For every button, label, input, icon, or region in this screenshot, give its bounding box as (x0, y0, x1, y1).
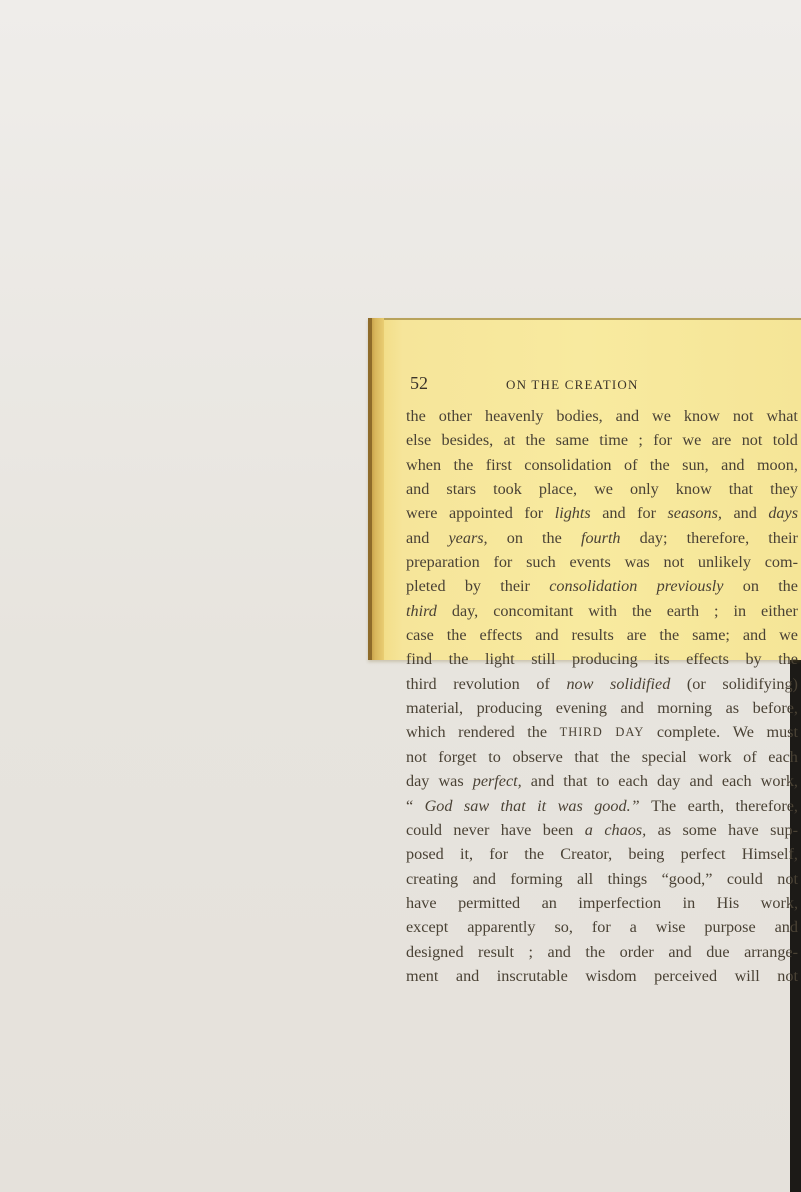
text-line (406, 745, 798, 769)
word: we (594, 480, 613, 499)
word: His (716, 893, 740, 912)
word: we (779, 626, 798, 645)
word: for (524, 504, 544, 523)
word: good.” (594, 796, 640, 815)
word: their (768, 528, 798, 547)
word: ; (638, 431, 643, 450)
word: pleted (406, 577, 446, 596)
word: designed (406, 942, 464, 961)
word: day, (451, 601, 479, 620)
word: and (721, 455, 745, 474)
text-line (406, 769, 798, 793)
word: never (453, 820, 490, 839)
word: consolidation (549, 577, 638, 596)
text-line (406, 453, 798, 477)
word: of (743, 747, 757, 766)
word: for (489, 845, 509, 864)
word: time (599, 431, 629, 450)
text-line (406, 647, 798, 671)
word: day; (639, 528, 668, 547)
word: besides, (441, 431, 494, 450)
word: Himself, (741, 845, 798, 864)
word: com- (764, 553, 798, 572)
page-top-edge (368, 318, 801, 320)
word: on (742, 577, 759, 596)
word: will (734, 966, 760, 985)
word: a (584, 820, 593, 839)
word: each (618, 772, 648, 791)
word: therefore, (735, 796, 798, 815)
word: the (527, 723, 548, 742)
word: DAY (615, 725, 645, 740)
word: in (682, 893, 696, 912)
word: creating (406, 869, 459, 888)
text-line (406, 867, 798, 891)
word: not (777, 869, 798, 888)
word: and (774, 918, 798, 937)
word: material, (406, 699, 464, 718)
word: now (566, 674, 594, 693)
word: imperfection (578, 893, 662, 912)
text-line (406, 720, 798, 744)
word: the (649, 455, 670, 474)
word: all (576, 869, 594, 888)
word: the (778, 650, 798, 669)
word: of (536, 674, 550, 693)
word: and (602, 504, 626, 523)
word: Creator, (560, 845, 613, 864)
word: permitted (458, 893, 521, 912)
word: heavenly (484, 407, 544, 425)
word: the (446, 626, 467, 645)
word: told (772, 431, 798, 450)
word: and (615, 407, 640, 425)
word: day (406, 772, 430, 791)
word: inscrutable (496, 966, 568, 985)
word: that (500, 796, 526, 815)
word: not (741, 431, 763, 450)
word: forget (438, 747, 477, 766)
word: they (770, 480, 798, 499)
text-line (406, 964, 798, 988)
word: preparation (406, 553, 480, 572)
word: was (624, 553, 650, 572)
word: the (585, 942, 606, 961)
word: and (689, 772, 713, 791)
word: earth, (687, 796, 725, 815)
word: that (728, 480, 754, 499)
word: saw (463, 796, 490, 815)
word: “ (406, 796, 414, 815)
word: and (742, 626, 767, 645)
word: place, (538, 480, 578, 499)
word: before, (752, 699, 798, 718)
word: with (588, 601, 617, 620)
page-header (410, 375, 790, 395)
word: know (683, 407, 720, 425)
word: third (406, 601, 437, 620)
word: We (732, 723, 754, 742)
book-page (368, 318, 801, 985)
word: it (537, 796, 547, 815)
text-line (406, 526, 798, 550)
word: the (631, 601, 652, 620)
body-text (406, 404, 798, 988)
word: work, (760, 772, 798, 791)
text-line (406, 428, 798, 452)
word: for (637, 504, 656, 523)
word: the (525, 431, 546, 450)
word: when (406, 455, 442, 474)
word: unlikely (697, 553, 751, 572)
word: its (654, 650, 670, 669)
word: (or (686, 674, 706, 693)
word: evening (555, 699, 607, 718)
word: perceived (654, 966, 718, 985)
word: things (607, 869, 648, 888)
word: THIRD (559, 725, 603, 740)
word: and (406, 528, 430, 547)
word: perfect, (472, 772, 522, 791)
word: a (629, 918, 637, 937)
word: effects (479, 626, 523, 645)
word: consolidation (524, 455, 612, 474)
text-line (406, 696, 798, 720)
word: case (406, 626, 434, 645)
word: complete. (656, 723, 721, 742)
text-line (406, 915, 798, 939)
text-line (406, 794, 798, 818)
word: sun, (682, 455, 709, 474)
word: wisdom (585, 966, 637, 985)
word: other (438, 407, 473, 425)
word: work, (760, 893, 798, 912)
text-line (406, 501, 798, 525)
word: to (488, 747, 501, 766)
word: and (620, 699, 644, 718)
word: due (706, 942, 730, 961)
word: arrange- (744, 942, 798, 961)
word: appointed (448, 504, 513, 523)
word: order (619, 942, 654, 961)
word: God (424, 796, 453, 815)
word: therefore, (686, 528, 750, 547)
word: on (506, 528, 523, 547)
page-number: 52 (410, 373, 428, 393)
word: that (574, 747, 599, 766)
word: the (542, 528, 562, 547)
word: perfect (680, 845, 726, 864)
word: took (493, 480, 522, 499)
word: was (438, 772, 464, 791)
word: wise (655, 918, 686, 937)
word: except (406, 918, 449, 937)
word: not (663, 553, 685, 572)
word: their (500, 577, 530, 596)
word: still (531, 650, 556, 669)
word: observe (512, 747, 563, 766)
word: ment (406, 966, 439, 985)
word: the (453, 455, 474, 474)
text-line (406, 574, 798, 598)
word: each (768, 747, 798, 766)
word: the (524, 845, 545, 864)
word: at (503, 431, 516, 450)
word: being (628, 845, 665, 864)
word: could (406, 820, 442, 839)
word: solidified (610, 674, 671, 693)
word: have (500, 820, 532, 839)
word: and (455, 966, 480, 985)
word: and (472, 869, 496, 888)
word: ; (528, 942, 534, 961)
word: bodies, (556, 407, 603, 425)
word: the (448, 650, 469, 669)
word: work (698, 747, 732, 766)
text-line (406, 818, 798, 842)
word: such (526, 553, 556, 572)
word: The (651, 796, 677, 815)
word: it, (459, 845, 474, 864)
running-title: ON THE CREATION (506, 377, 639, 392)
word: by (745, 650, 762, 669)
word: find (406, 650, 433, 669)
word: been (542, 820, 574, 839)
word: by (464, 577, 482, 596)
word: some (682, 820, 717, 839)
word: posed (406, 845, 444, 864)
word: for (493, 553, 513, 572)
word: know (675, 480, 712, 499)
word: seasons, (667, 504, 722, 523)
word: producing (572, 650, 638, 669)
word: events (569, 553, 611, 572)
word: and (406, 480, 430, 499)
word: for (653, 431, 673, 450)
word: stars (446, 480, 477, 499)
word: “good,” (661, 869, 713, 888)
text-line (406, 623, 798, 647)
word: same; (692, 626, 730, 645)
word: same (555, 431, 589, 450)
word: and (668, 942, 692, 961)
word: that (563, 772, 588, 791)
text-line (406, 842, 798, 866)
word: so, (554, 918, 573, 937)
word: and (530, 772, 555, 791)
word: results (571, 626, 614, 645)
word: was (557, 796, 583, 815)
word: previously (656, 577, 724, 596)
word: have (728, 820, 759, 839)
word: in (733, 601, 747, 620)
word: and (733, 504, 757, 523)
word: the (778, 577, 798, 596)
word: day (657, 772, 681, 791)
word: apparently (467, 918, 536, 937)
word: as (657, 820, 672, 839)
text-line (406, 404, 798, 428)
word: we (652, 407, 671, 425)
text-line (406, 550, 798, 574)
word: morning (657, 699, 713, 718)
word: effects (686, 650, 729, 669)
word: rendered (458, 723, 515, 742)
word: ; (714, 601, 719, 620)
word: the (659, 626, 680, 645)
word: were (406, 504, 438, 523)
word: light (484, 650, 515, 669)
word: the (610, 747, 631, 766)
word: purpose (704, 918, 756, 937)
word: years, (448, 528, 488, 547)
word: concomitant (493, 601, 574, 620)
word: the (406, 407, 426, 425)
text-line (406, 599, 798, 623)
word: days (768, 504, 798, 523)
word: only (629, 480, 659, 499)
word: first (485, 455, 512, 474)
word: solidifying) (722, 674, 798, 693)
word: revolution (453, 674, 520, 693)
word: not (732, 407, 754, 425)
word: could (726, 869, 763, 888)
text-line (406, 940, 798, 964)
book-spine-shadow (368, 318, 372, 660)
word: earth (666, 601, 700, 620)
word: producing (476, 699, 543, 718)
text-line (406, 891, 798, 915)
word: to (596, 772, 610, 791)
word: and (535, 626, 559, 645)
word: result (478, 942, 515, 961)
word: of (623, 455, 638, 474)
word: third (406, 674, 437, 693)
word: special (641, 747, 687, 766)
word: chaos, (604, 820, 647, 839)
word: must (766, 723, 798, 742)
word: which (406, 723, 446, 742)
word: lights (554, 504, 591, 523)
word: as (725, 699, 740, 718)
word: for (591, 918, 611, 937)
word: are (711, 431, 732, 450)
word: sup- (770, 820, 798, 839)
word: not (406, 747, 427, 766)
word: are (626, 626, 647, 645)
word: we (682, 431, 702, 450)
text-line (406, 477, 798, 501)
word: forming (510, 869, 563, 888)
word: each (721, 772, 752, 791)
word: either (761, 601, 798, 620)
word: an (541, 893, 557, 912)
word: what (766, 407, 798, 425)
text-line (406, 672, 798, 696)
word: have (406, 893, 437, 912)
word: not (777, 966, 798, 985)
word: else (406, 431, 432, 450)
word: moon, (756, 455, 798, 474)
word: fourth (580, 528, 621, 547)
word: and (547, 942, 571, 961)
